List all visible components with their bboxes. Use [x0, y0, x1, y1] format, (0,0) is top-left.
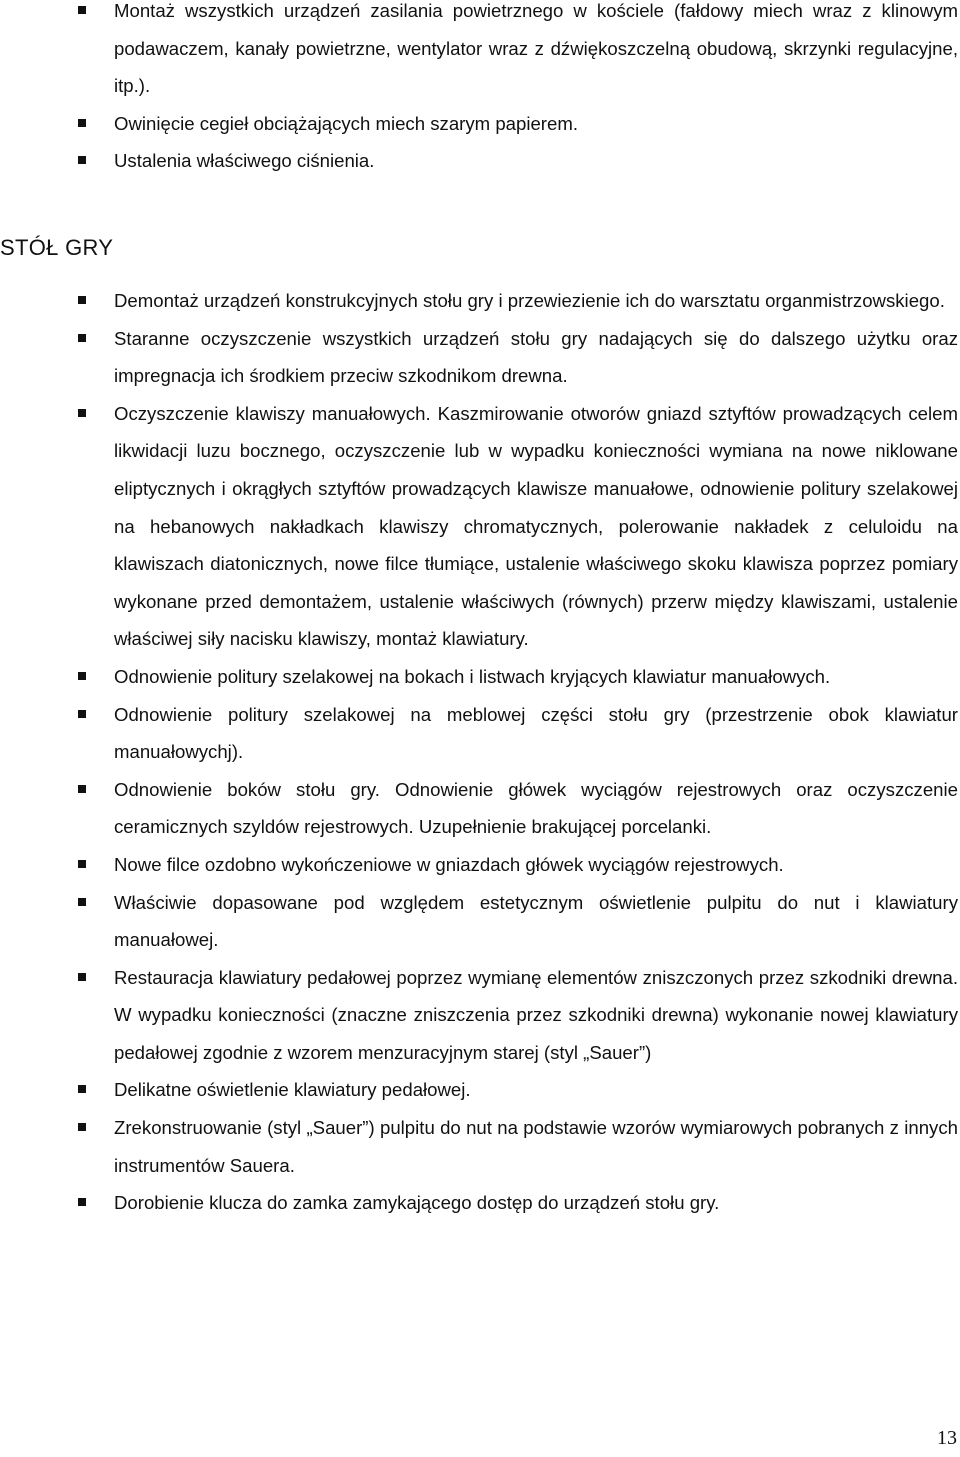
- square-bullet-icon: [78, 860, 86, 868]
- square-bullet-icon: [78, 119, 86, 127]
- list-item: [0, 320, 958, 395]
- square-bullet-icon: [78, 710, 86, 718]
- list-item: [0, 696, 958, 771]
- list-item-text: Delikatne oświetlenie klawiatury pedałowej.: [114, 1079, 471, 1101]
- square-bullet-icon: [78, 1123, 86, 1131]
- list-item: [0, 395, 958, 658]
- square-bullet-icon: [78, 296, 86, 304]
- list-item-text: Zrekonstruowanie (styl „Sauer”) pulpitu do nut na podstawie wzorów wymiarowych pobranych z innych instrumentów Sauera.: [114, 1117, 958, 1176]
- list-item-text: Owinięcie cegieł obciążających miech szarym papierem.: [114, 112, 578, 134]
- square-bullet-icon: [78, 409, 86, 417]
- square-bullet-icon: [78, 156, 86, 164]
- list-item: [0, 771, 958, 846]
- list-item: [0, 105, 958, 143]
- intro-list: [0, 0, 958, 180]
- square-bullet-icon: [78, 1198, 86, 1206]
- list-item-text: Oczyszczenie klawiszy manuałowych. Kaszmirowanie otworów gniazd sztyftów prowadzących celem likwidacji luzu bocznego, oczyszczenie lub w wypadku konieczności wymiana na nowe niklowane eliptycznych i okrągłych sztyftów prowadzących klawisze manuałowe, odnowienie politury szelakowej na hebanowych nakładkach klawiszy chromatycznych, polerowanie nakładek z celuloidu na klawiszach diatonicznych, nowe filce tłumiące, ustalenie właściwego skoku klawisza poprzez pomiary wykonane przed demontażem, ustalenie właściwych (równych) przerw między klawiszami, ustalenie właściwej siły nacisku klawiszy, montaż klawiatury.: [114, 402, 958, 650]
- square-bullet-icon: [78, 973, 86, 981]
- list-item-text: Restauracja klawiatury pedałowej poprzez wymianę elementów zniszczonych przez szkodniki drewna. W wypadku konieczności (znaczne zniszczenia przez szkodniki drewna) wykonanie nowej klawiatury pedałowej zgodnie z wzorem menzuracyjnym starej (styl „Sauer”): [114, 966, 958, 1063]
- list-item: [0, 959, 958, 1072]
- list-item-text: Montaż wszystkich urządzeń zasilania powietrznego w kościele (fałdowy miech wraz z klinowym podawaczem, kanały powietrzne, wentylator wraz z dźwiękoszczelną obudową, skrzynki regulacyjne, itp.).: [114, 0, 958, 97]
- square-bullet-icon: [78, 672, 86, 680]
- list-item-text: Staranne oczyszczenie wszystkich urządzeń stołu gry nadających się do dalszego użytku oraz impregnacja ich środkiem przeciw szkodnikom drewna.: [114, 327, 958, 387]
- list-item: [0, 1184, 958, 1222]
- list-item: [0, 282, 958, 320]
- list-item-text: Odnowienie politury szelakowej na bokach i listwach kryjących klawiatur manuałowych.: [114, 665, 831, 687]
- square-bullet-icon: [78, 898, 86, 906]
- list-item-text: Odnowienie politury szelakowej na meblowej części stołu gry (przestrzenie obok klawiatur manuałowychj).: [114, 703, 958, 763]
- list-item: [0, 658, 958, 696]
- section-list: [0, 282, 958, 1222]
- square-bullet-icon: [78, 334, 86, 342]
- list-item-text: Odnowienie boków stołu gry. Odnowienie główek wyciągów rejestrowych oraz oczyszczenie ceramicznych szyldów rejestrowych. Uzupełnienie brakującej porcelanki.: [114, 778, 958, 838]
- list-item-text: Właściwie dopasowane pod względem estetycznym oświetlenie pulpitu do nut i klawiatury manuałowej.: [114, 891, 958, 951]
- list-item-text: Nowe filce ozdobno wykończeniowe w gniazdach główek wyciągów rejestrowych.: [114, 853, 784, 875]
- list-item: [0, 884, 958, 959]
- list-item: [0, 846, 958, 884]
- square-bullet-icon: [78, 1085, 86, 1093]
- page-number: 13: [937, 1427, 957, 1449]
- list-item: [0, 0, 958, 105]
- list-item: [0, 1109, 958, 1184]
- list-item: [0, 1071, 958, 1109]
- square-bullet-icon: [78, 6, 86, 14]
- list-item: [0, 142, 958, 180]
- list-item-text: Dorobienie klucza do zamka zamykającego dostęp do urządzeń stołu gry.: [114, 1192, 720, 1214]
- list-item-text: Ustalenia właściwego ciśnienia.: [114, 150, 375, 172]
- square-bullet-icon: [78, 785, 86, 793]
- list-item-text: Demontaż urządzeń konstrukcyjnych stołu gry i przewiezienie ich do warsztatu organmistrzowskiego.: [114, 290, 945, 311]
- section-heading: STÓŁ GRY: [0, 235, 114, 260]
